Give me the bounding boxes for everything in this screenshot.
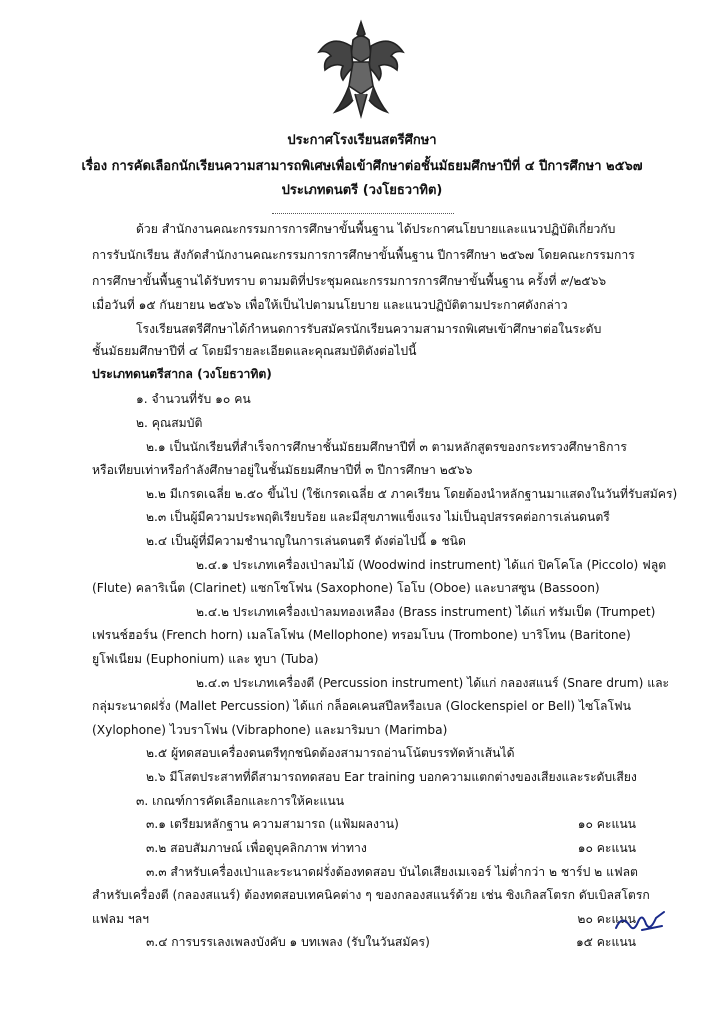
- intro-line: ด้วย สำนักงานคณะกรรมการการศึกษาขั้นพื้นฐาน ได้ประกาศนโยบายและแนวปฏิบัติเกี่ยวกับ: [136, 222, 616, 236]
- body-line: (Flute) คลาริเน็ต (Clarinet) แซกโซโฟน (Saxophone) โอโบ (Oboe) และบาสซูน (Bassoon): [92, 581, 600, 595]
- criteria-item: ๓.๔ การบรรเลงเพลงบังคับ ๑ บทเพลง (รับในวันสมัคร): [146, 935, 430, 949]
- body-line: ๒.๒ มีเกรดเฉลี่ย ๒.๕๐ ขึ้นไป (ใช้เกรดเฉลี่ย ๕ ภาคเรียน โดยต้องนำหลักฐานมาแสดงในวันที่รับสมัคร): [146, 487, 678, 501]
- title-divider: [272, 213, 454, 214]
- criteria-item: แฟลม ฯลฯ: [92, 912, 150, 926]
- criteria-item: ๓.๓ สำหรับเครื่องเป่าและระนาดฝรั่งต้องทดสอบ บันไดเสียงเมเจอร์ ไม่ต่ำกว่า ๒ ชาร์ป ๒ แฟลต: [146, 865, 638, 879]
- body-line: ยูโฟเนียม (Euphonium) และ ทูบา (Tuba): [92, 652, 319, 666]
- garuda-emblem: [313, 16, 409, 120]
- body-line: ๒.๑ เป็นนักเรียนที่สำเร็จการศึกษาชั้นมัธยมศึกษาปีที่ ๓ ตามหลักสูตรของกระทรวงศึกษาธิการ: [146, 440, 627, 454]
- body-line: ๒.๔.๑ ประเภทเครื่องเป่าลมไม้ (Woodwind instrument) ได้แก่ ปิคโคโล (Piccolo) ฟลูต: [196, 558, 667, 572]
- criteria-item: สำหรับเครื่องตี (กลองสแนร์) ต้องทดสอบเทคนิคต่าง ๆ ของกลองสแนร์ด้วย เช่น ซิงเกิลสโตรก ดับเบิลสโตรก: [92, 888, 650, 902]
- criteria-score: ๑๕ คะแนน: [575, 935, 636, 949]
- handwritten-initials: [612, 906, 668, 938]
- body-line: ๒.๔ เป็นผู้ที่มีความชำนาญในการเล่นดนตรี ดังต่อไปนี้ ๑ ชนิด: [146, 534, 466, 548]
- criteria-item: ๓.๒ สอบสัมภาษณ์ เพื่อดูบุคลิกภาพ ท่าทาง: [146, 841, 367, 855]
- body-line: ๒.๖ มีโสตประสาทที่ดีสามารถทดสอบ Ear training บอกความแตกต่างของเสียงและระดับเสียง: [146, 770, 637, 784]
- section-title: ประเภทดนตรีสากล (วงโยธวาทิต): [92, 367, 272, 381]
- body-line: ๓. เกณฑ์การคัดเลือกและการให้คะแนน: [136, 794, 345, 808]
- criteria-item: ๓.๑ เตรียมหลักฐาน ความสามารถ (แฟ้มผลงาน): [146, 817, 399, 831]
- body-line: ๒.๔.๒ ประเภทเครื่องเป่าลมทองเหลือง (Brass instrument) ได้แก่ ทรัมเป็ต (Trumpet): [196, 605, 656, 619]
- body-line: เฟรนช์ฮอร์น (French horn) เมลโลโฟน (Mellophone) ทรอมโบน (Trombone) บาริโทน (Baritone): [92, 628, 631, 642]
- intro-line: การศึกษาขั้นพื้นฐานได้รับทราบ ตามมติที่ประชุมคณะกรรมการการศึกษาขั้นพื้นฐาน ครั้งที่ ๙/๒๕๖๖: [92, 274, 607, 288]
- intro-line: เมื่อวันที่ ๑๕ กันยายน ๒๕๖๖ เพื่อให้เป็นไปตามนโยบาย และแนวปฏิบัติตามประกาศดังกล่าว: [92, 298, 568, 312]
- criteria-score: ๑๐ คะแนน: [577, 841, 636, 855]
- body-line: ๒. คุณสมบัติ: [136, 416, 203, 430]
- intro-line: โรงเรียนสตรีศึกษาได้กำหนดการรับสมัครนักเรียนความสามารถพิเศษเข้าศึกษาต่อในระดับ: [136, 322, 602, 336]
- body-line: ๑. จำนวนที่รับ ๑๐ คน: [136, 392, 251, 406]
- body-line: หรือเทียบเท่าหรือกำลังศึกษาอยู่ในชั้นมัธยมศึกษาปีที่ ๓ ปีการศึกษา ๒๕๖๖: [92, 463, 473, 477]
- body-line: กลุ่มระนาดฝรั่ง (Mallet Percussion) ได้แก่ กล็อคเคนสปีลหรือเบล (Glockenspiel or Bell) ไซโลโฟน: [92, 699, 631, 713]
- criteria-score: ๑๐ คะแนน: [577, 817, 636, 831]
- body-line: ๒.๔.๓ ประเภทเครื่องตี (Percussion instrument) ได้แก่ กลองสแนร์ (Snare drum) และ: [196, 676, 670, 690]
- body-line: ๒.๓ เป็นผู้มีความประพฤติเรียบร้อย และมีสุขภาพแข็งแรง ไม่เป็นอุปสรรคต่อการเล่นดนตรี: [146, 510, 610, 524]
- intro-line: การรับนักเรียน สังกัดสำนักงานคณะกรรมการการศึกษาขั้นพื้นฐาน ปีการศึกษา ๒๕๖๗ โดยคณะกรรมการ: [92, 248, 635, 262]
- announcement-subject: เรื่อง การคัดเลือกนักเรียนความสามารถพิเศษเพื่อเข้าศึกษาต่อชั้นมัธยมศึกษาปีที่ ๔ ปีการศึกษา ๒๕๖๗: [81, 159, 643, 174]
- criteria-score: ๒๐ คะแนน: [577, 912, 636, 926]
- announcement-title: ประกาศโรงเรียนสตรีศึกษา: [287, 133, 437, 148]
- body-line: ๒.๕ ผู้ทดสอบเครื่องดนตรีทุกชนิดต้องสามารถอ่านโน้ตบรรทัดห้าเส้นได้: [146, 746, 515, 760]
- announcement-category: ประเภทดนตรี (วงโยธวาทิต): [281, 183, 443, 198]
- intro-line: ชั้นมัธยมศึกษาปีที่ ๔ โดยมีรายละเอียดและคุณสมบัติดังต่อไปนี้: [92, 344, 417, 358]
- body-line: (Xylophone) ไวบราโฟน (Vibraphone) และมาริมบา (Marimba): [92, 723, 448, 737]
